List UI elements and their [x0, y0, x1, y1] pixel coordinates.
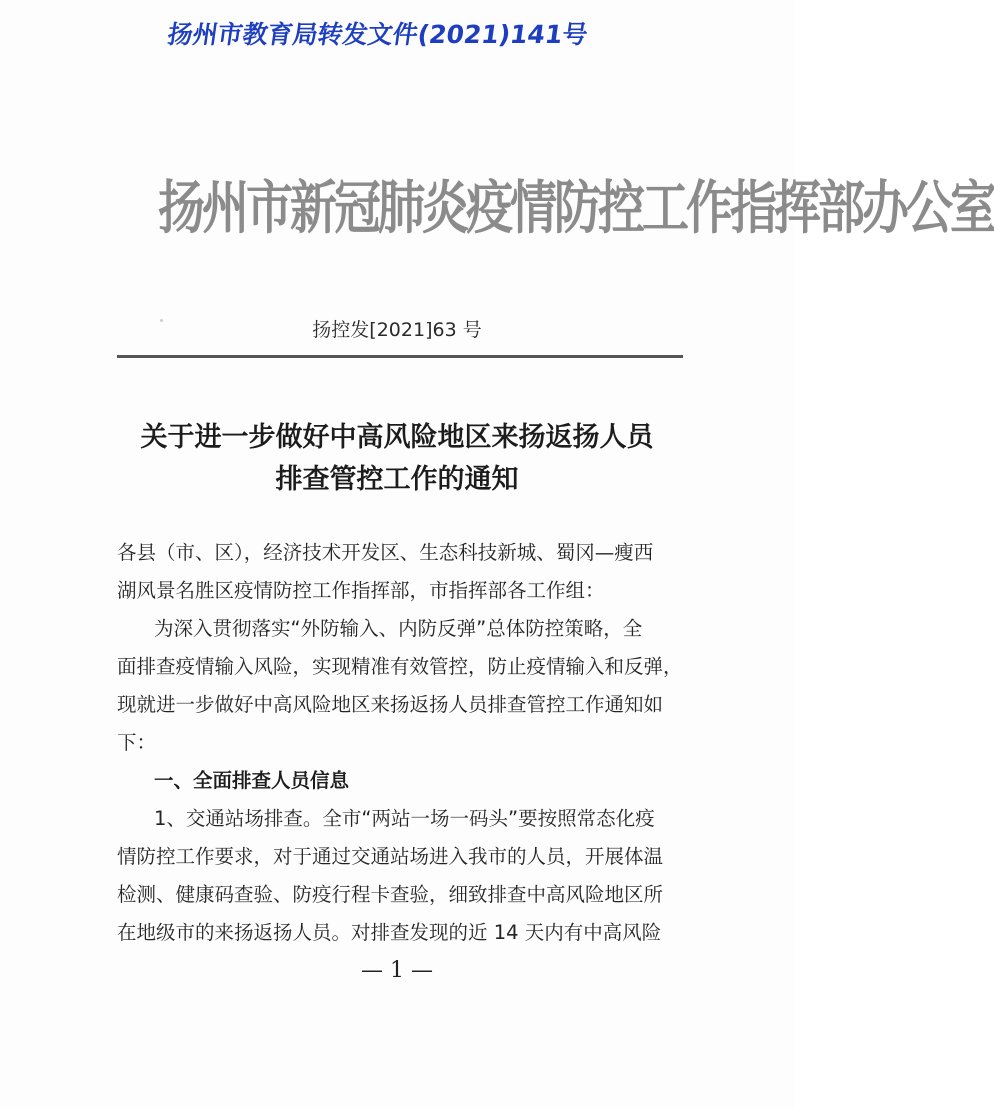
body-line: 面排查疫情输入风险，实现精准有效管控，防止疫情输入和反弹， — [117, 655, 683, 678]
body-line: 现就进一步做好中高风险地区来扬返扬人员排查管控工作通知如 — [117, 693, 664, 716]
body-line: 情防控工作要求，对于通过交通站场进入我市的人员，开展体温 — [117, 845, 664, 868]
body-line: 1、交通站场排查。全市“两站一场一码头”要按照常态化疫 — [154, 807, 655, 830]
body-line: 下： — [117, 731, 157, 754]
header-divider — [117, 355, 683, 358]
body-line: 为深入贯彻落实“外防输入、内防反弹”总体防控策略，全 — [154, 617, 643, 640]
page-number: — 1 — — [361, 958, 433, 983]
body-line: 检测、健康码查验、防疫行程卡查验，细致排查中高风险地区所 — [117, 883, 664, 906]
body-line: 各县（市、区），经济技术开发区、生态科技新城、蜀冈—瘦西 — [117, 541, 654, 564]
document-number: 扬控发[2021]63 号 — [312, 319, 482, 341]
body-line: 在地级市的来扬返扬人员。对排查发现的近 14 天内有中高风险 — [117, 921, 662, 944]
body-line: 湖风景名胜区疫情防控工作指挥部，市指挥部各工作组： — [117, 579, 605, 602]
notice-title-line1: 关于进一步做好中高风险地区来扬返扬人员 — [140, 422, 654, 453]
section-heading: 一、全面排查人员信息 — [154, 769, 350, 792]
forwarding-stamp: 扬州市教育局转发文件(2021)141号 — [165, 20, 590, 49]
notice-title-line2: 排查管控工作的通知 — [275, 464, 519, 495]
issuing-office-title: 扬州市新冠肺炎疫情防控工作指挥部办公室 — [158, 175, 994, 243]
